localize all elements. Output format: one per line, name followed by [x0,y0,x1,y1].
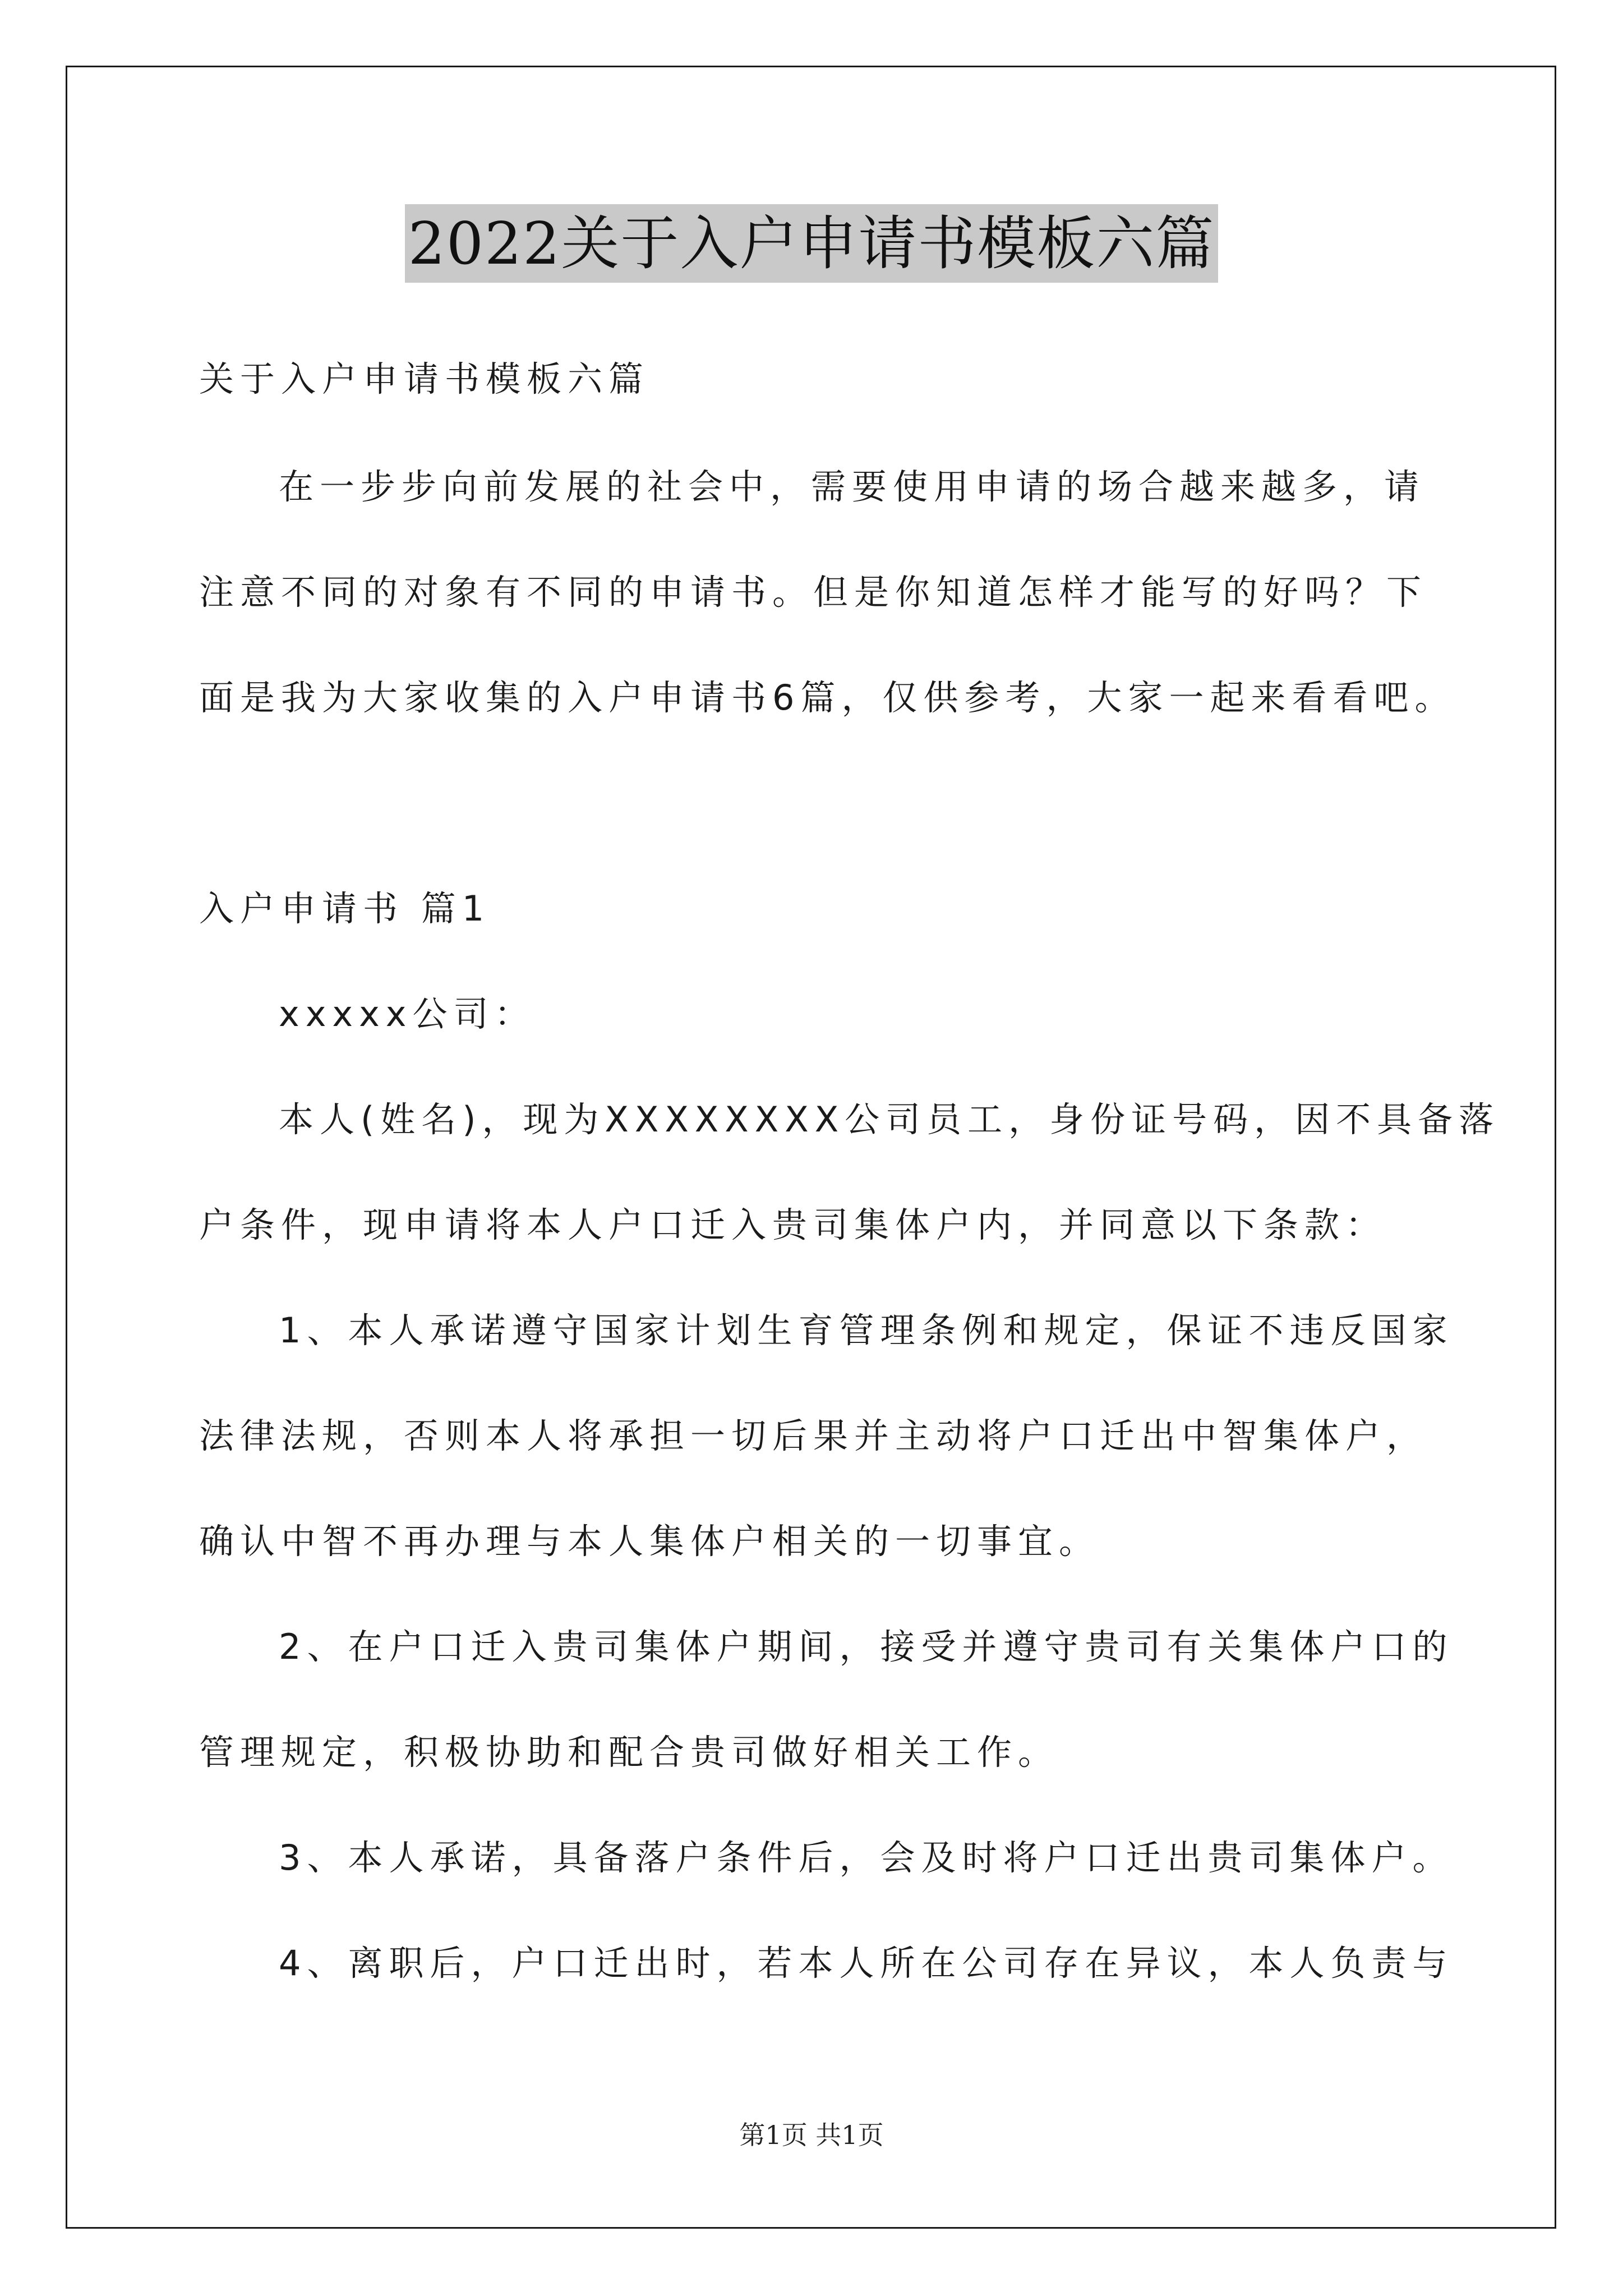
body-line-7: 管理规定，积极协助和配合贵司做好相关工作。 [199,1732,1059,1773]
salutation: xxxxx公司： [279,993,536,1034]
body-line-5: 确认中智不再办理与本人集体户相关的一切事宜。 [199,1521,1100,1562]
body-line-9: 4、离职后，户口迁出时，若本人所在公司存在异议，本人负责与 [279,1943,1454,1984]
intro-line-1: 在一步步向前发展的社会中，需要使用申请的场合越来越多，请 [279,466,1426,507]
subtitle: 关于入户申请书模板六篇 [199,358,650,399]
document-title: 2022关于入户申请书模板六篇 [405,204,1219,283]
intro-line-3: 面是我为大家收集的入户申请书6篇，仅供参考，大家一起来看看吧。 [199,677,1456,718]
body-line-6: 2、在户口迁入贵司集体户期间，接受并遵守贵司有关集体户口的 [279,1626,1454,1667]
body-line-8: 3、本人承诺，具备落户条件后，会及时将户口迁出贵司集体户。 [279,1837,1454,1878]
body-line-2: 户条件，现申请将本人户口迁入贵司集体户内，并同意以下条款： [199,1204,1387,1245]
page-footer: 第1页 共1页 [739,2120,884,2150]
title-container [0,204,1623,283]
body-line-1: 本人(姓名)，现为XXXXXXXX公司员工，身份证号码，因不具备落 [279,1099,1500,1140]
intro-line-2: 注意不同的对象有不同的申请书。但是你知道怎样才能写的好吗？下 [199,572,1428,613]
section-heading: 入户申请书 篇1 [199,888,491,929]
body-line-3: 1、本人承诺遵守国家计划生育管理条例和规定，保证不违反国家 [279,1310,1454,1351]
body-line-4: 法律法规，否则本人将承担一切后果并主动将户口迁出中智集体户， [199,1415,1428,1456]
